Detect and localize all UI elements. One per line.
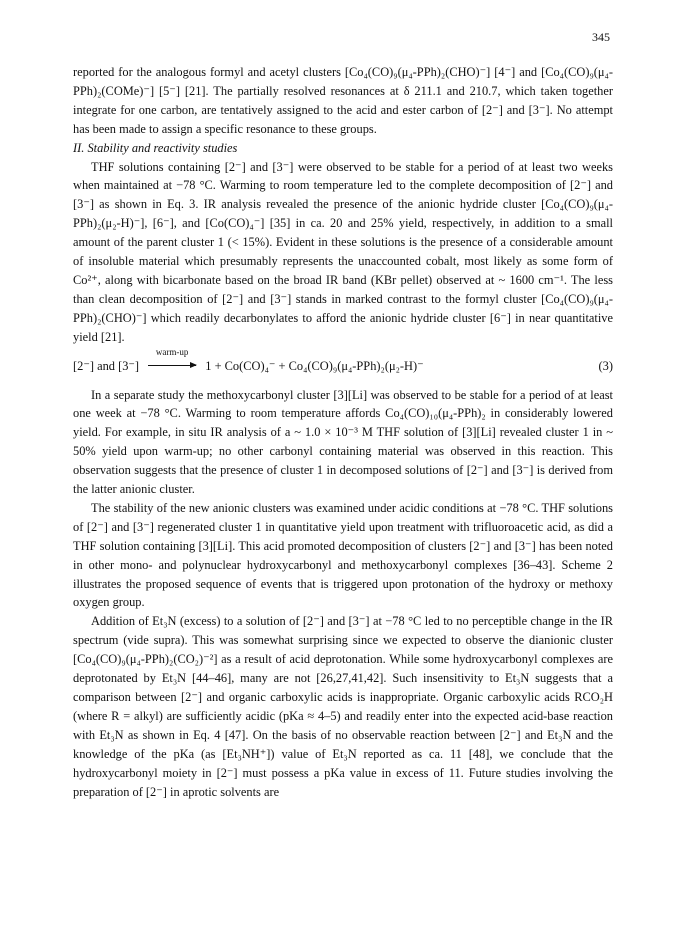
arrow-label: warm-up — [155, 346, 189, 357]
reaction-arrow — [148, 346, 196, 376]
equation-products: 1 + Co(CO)₄⁻ + Co₄(CO)₉(μ₄-PPh)₂(μ₂-H)⁻ — [205, 358, 424, 373]
article-body — [73, 63, 613, 801]
paragraph-methoxycarbonyl: In a separate study the methoxycarbonyl cluster [3][Li] was observed to be stable for a period of at least one week at −78 °C. Warming to room temperature affords Co₄(CO)₁₀(μ₄-PPh)₂ in considerably lowered yield. For example, in situ IR analysis of a ~ 1.0 × 10⁻³ M THF solution of [3][Li] revealed cluster 1 in ~ 50% yield upon warm-up; no other carbonyl containing material was observed in this reaction. This observation suggests that the presence of cluster 1 in decomposed solutions of [2⁻] and [3⁻] is derived from the latter anionic cluster. — [73, 387, 613, 497]
paragraph-stability: THF solutions containing [2⁻] and [3⁻] were observed to be stable for a period of at least two weeks when maintained at −78 °C. Warming to room temperature led to the complete decomposition of [2⁻] and [3⁻] as shown in Eq. 3. IR analysis revealed the presence of the anionic hydride cluster [Co₄(CO)₉(μ₄-PPh)₂(μ₂-H)⁻], [6⁻], and [Co(CO)₄⁻] [35] in ca. 20 and 25% yield, respectively, in addition to a small amount of the parent cluster 1 (< 15%). Evident in these solutions is the presence of a considerable amount of insoluble material which presumably represents the unaccounted cobalt, most likely as some form of Co²⁺, along with bicarbonate based on the broad IR band (KBr pellet) observed at ~ 1600 cm⁻¹. The less than clean decomposition of [2⁻] and [3⁻] stands in marked contrast to the formyl cluster [Co₄(CO)₉(μ₄-PPh)₂(CHO)⁻] which readily decarbonylates to afford the anionic hydride cluster [6⁻] in near quantitative yield [21]. — [73, 159, 613, 344]
paragraph-et3n: Addition of Et₃N (excess) to a solution of [2⁻] and [3⁻] at −78 °C led to no perceptible change in the IR spectrum (vide supra). This was somewhat surprising since we expected to observe the dianionic cluster [Co₄(CO)₉(μ₄-PPh)₂(CO₂)⁻²] as a result of acid deprotonation. While some hydroxycarbonyl complexes are deprotonated by Et₃N [44–46], many are not [26,27,41,42]. Such insensitivity to Et₃N suggests that a comparison between [2⁻] and organic carboxylic acids is inappropriate. Organic carboxylic acids RCO₂H (where R = alkyl) are sufficiently acidic (pKa ≈ 4–5) and readily enter into the expected acid-base reaction with Et₃N as shown in Eq. 4 [47]. On the basis of no observable reaction between [2⁻] and Et₃N and the knowledge of the pKa (as [Et₃NH⁺]) value of Et₃N reported as ca. 11 [48], we conclude that the hydroxycarbonyl moiety in [2⁻] must possess a pKa value in excess of 11. Future studies involving the preparation of [2⁻] in aprotic solvents are — [73, 614, 613, 799]
equation-number: (3) — [598, 358, 613, 373]
paragraph-acidic-conditions: The stability of the new anionic clusters was examined under acidic conditions at −78 °C. THF solutions of [2⁻] and [3⁻] regenerated cluster 1 in quantitative yield upon treatment with trifluoroacetic acid, as did a THF solution containing [3][Li]. This acid promoted decomposition of clusters [2⁻] and [3⁻] has been noted in other mono- and polynuclear hydroxycarbonyl and methoxycarbonyl complexes [36–43]. Scheme 2 illustrates the proposed sequence of events that is triggered upon protonation of the hydroxy or methoxy oxygen group. — [73, 500, 613, 610]
equation-3 — [73, 346, 613, 376]
equation-reactants: [2⁻] and [3⁻] — [73, 358, 140, 373]
section-heading: II. Stability and reactivity studies — [73, 140, 238, 155]
equation-content — [73, 346, 424, 376]
page-number: 345 — [592, 30, 610, 44]
paragraph-nmr-assignment: reported for the analogous formyl and acetyl clusters [Co₄(CO)₉(μ₄-PPh)₂(CHO)⁻] [4⁻] and [Co₄(CO)₉(μ₄-PPh)₂(COMe)⁻] [5⁻] [21]. The partially resolved resonances at δ 211.1 and 210.7, which taken together integrate for one carbon, are tentatively assigned to the acid and ester carbon of [2⁻] and [3⁻]. No attempt has been made to assign a specific resonance to these groups. — [73, 65, 613, 136]
